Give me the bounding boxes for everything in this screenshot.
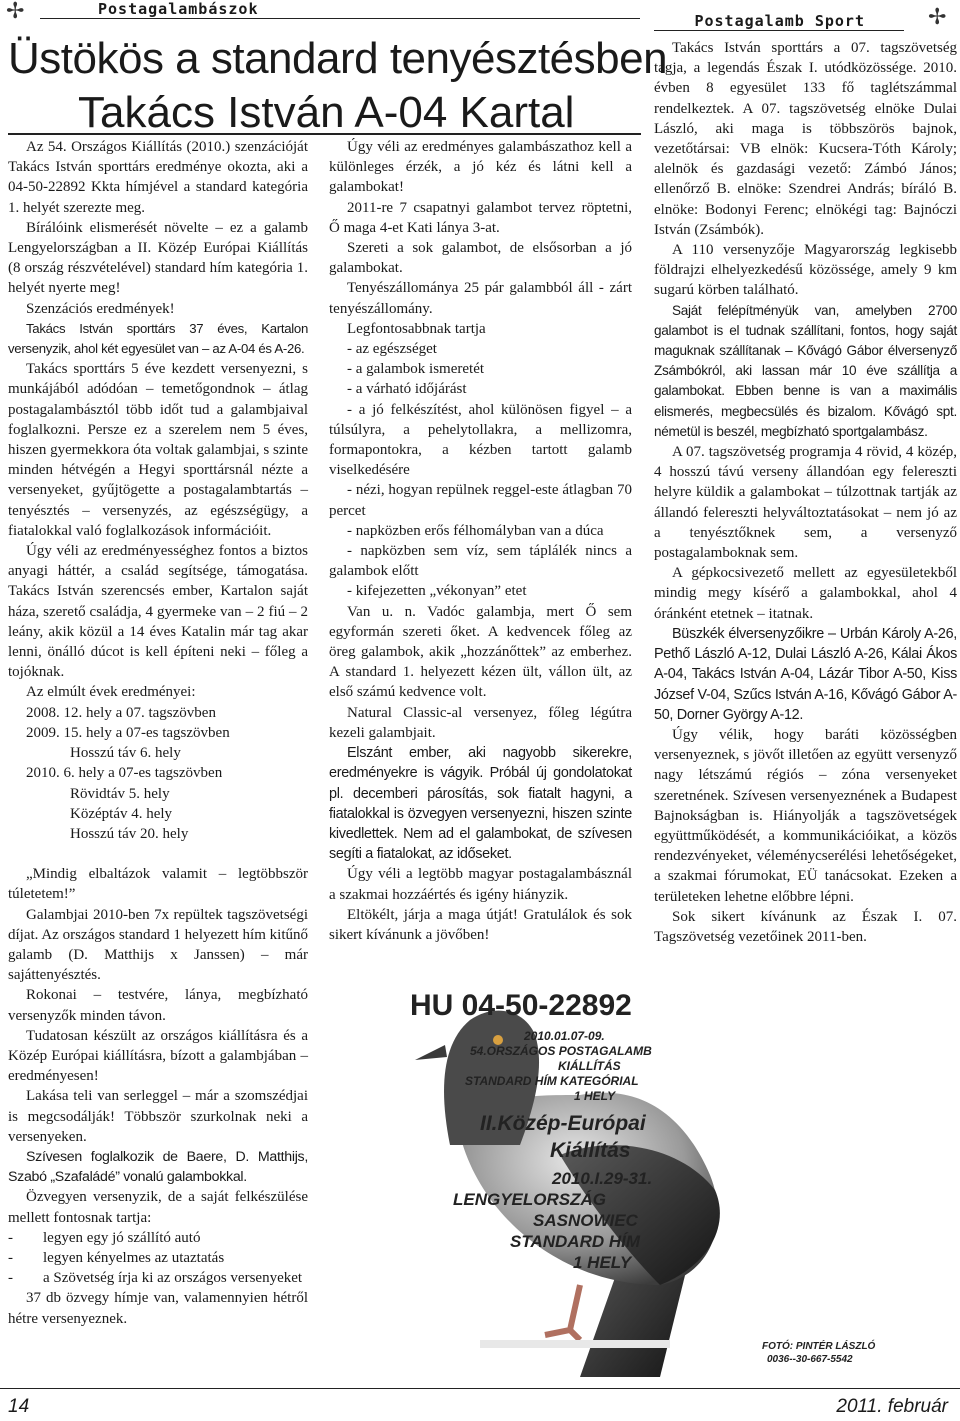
paragraph: A gépkocsivezető mellett az egyesületekből mindig megy kísérő a galambokkal, ahol 4 óránként etetnek – itatnak. (654, 565, 957, 622)
paragraph: Az elmúlt évek eredményei: (26, 684, 196, 701)
result-line: 2010. 6. hely a 07-es tagszövben (26, 765, 223, 782)
paragraph: Büszkék élversenyzőikre – Urbán Károly A-26, Pethő László A-12, Dulai László A-26, Kálai Ákos A-04, Takács István A-04, Lázár Tibor A-50, Kiss József V-04, Szűcs István A-16, Kővágó Gábor A-50, Dorner György A-12. (654, 625, 957, 723)
paragraph: Úgy vélik, hogy baráti közösségben versenyeznek, s jövőt illetően az együtt versenyző nagy létszámú régiós – zóna versenyeket szeretnének. Szívesen versenyeznének a Budapest Bajnokságban is. Hiányolják a tagszövetségek együttműködését, a kommunikációikat, a közös rendezvényeket, véleménycserélési lehetőségeket, a szakmai fórumokat, EÜ tanácsokat. Ezeken a területeken lehetne előbbre lépni. (654, 726, 957, 905)
article-column-1 (8, 137, 308, 1329)
paragraph: 2011-re 7 csapatnyi galambot tervez röptetni, Ő maga 4-et Kati lánya 3-at. (329, 199, 632, 236)
paragraph: Úgy véli az eredményességhez fontos a biztos anyagi háttér, a család segítsége, támogatása. Takács István szerencsés ember, Kartalon saját háza, szerető családja, 4 gyermeke van – 2 fiú – 2 leány, akik közül a 14 éves Katalin már tag akar lenni, önálló dúcot is kell építeni neki – főleg a tojóknak. (8, 543, 308, 681)
article-column-3 (654, 38, 957, 947)
list-item: - nézi, hogyan repülnek reggel-este átlagban 70 percet (329, 482, 632, 519)
dove-logo-icon: ✢ (6, 0, 25, 23)
paragraph: Galambjai 2010-ben 7x repültek tagszövetségi díjat. Az országos standard 1 helyezett hím kitűnő galamb (D. Matthijs x Janssen) – már sajáttenyésztés. (8, 906, 308, 984)
caption-line: STANDARD HÍM (510, 1232, 641, 1251)
paragraph: Lakása teli van serleggel – már a szomszédjai is megcsodálják! Többször szurkolnak neki a versenyeken. (8, 1088, 308, 1145)
paragraph: Natural Classic-al versenyez, főleg légútra kezeli galambjait. (329, 704, 632, 741)
result-line: Hosszú táv 6. hely (70, 745, 181, 762)
paragraph: A 110 versenyzője Magyarország legkisebb földrajzi elhelyezkedésű közössége, amely 9 km sugarú körben található. (654, 242, 957, 299)
caption-line: 1 HELY (574, 1089, 616, 1103)
list-item: - az egészséget (347, 341, 437, 358)
quote: „Mindig elbaltázok valamit – legtöbbször túletetem!” (8, 866, 308, 903)
caption-line: SASNOWIEC (533, 1211, 638, 1230)
footer-rule (0, 1388, 960, 1389)
caption-line: Kiállítás (550, 1139, 631, 1162)
caption-line: II.Közép-Európai (480, 1112, 646, 1135)
paragraph: 37 db özvegy hímje van, valamennyien hétről hétre versenyeznek. (8, 1290, 308, 1327)
caption-line: 2010.I.29-31. (552, 1169, 653, 1188)
list-item: - napközben sem víz, sem táplálék nincs a galambok előtt (329, 543, 632, 580)
paragraph: Eltökélt, járja a maga útját! Gratulálok és sok sikert kívánunk a jövőben! (329, 906, 632, 943)
list-item: - a jó felkészítést, ahol különösen figyel – a túlsúlyra, a pehelytollakra, a mellizomra, formapontokra, a kézben tartott galamb viselkedésére (329, 401, 632, 479)
paragraph: Rokonai – testvére, lánya, megbízható versenyzők minden távon. (8, 987, 308, 1024)
result-line: Rövidtáv 5. hely (70, 785, 170, 802)
paragraph: Úgy véli az eredményes galambászathoz kell a különleges érzék, a jó kéz és látni kell a galambokat! (329, 139, 632, 196)
paragraph: Elszánt ember, aki nagyobb sikerekre, eredményekre is vágyik. Próbál új gondolatokat pl. decemberi párosítás, sok fiatalt hagyni, a fiatalokkal is özvegyen versenyezni, hiszen szinte kivedlettek. Nem ad el galambokat, de szívesen segíti a fiatalokat, az időseket. (329, 745, 632, 863)
photo-credit-phone: 0036--30-667-5542 (767, 1354, 853, 1365)
article-title-line1: Üstökös a standard tenyésztésben (8, 34, 668, 83)
dove-logo-icon: ✢ (928, 4, 947, 29)
header-rule-left (40, 18, 640, 19)
paragraph: Bírálóink elismerését növelte – ez a galamb Lengyelországban a II. Közép Európai Kiállítás (8 ország részvételével) standard hím kategória 1. helyét nyerte meg! (8, 219, 308, 297)
paragraph: Az 54. Országos Kiállítás (2010.) szenzációját Takács István sporttárs eredménye okozta, aki a 04-50-22892 Kkta hímjével a standard kategória 1. helyét szerezte meg. (8, 139, 308, 216)
paragraph: Takács István sporttárs 37 éves, Kartalon versenyzik, ahol két egyesület van – az A-04 és A-26. (8, 320, 308, 357)
paragraph: Szenzációs eredmények! (26, 300, 175, 317)
caption-line: 54.ORSZÁGOS POSTAGALAMB (470, 1044, 652, 1058)
caption-line: 1 HELY (573, 1253, 632, 1272)
paragraph: Úgy véli a legtöbb magyar postagalambásznál a szakmai hozzáértés és igény hiányzik. (329, 866, 632, 903)
list-item: - legyen egy jó szállító autó (8, 1229, 201, 1246)
paragraph: Özvegyen versenyzik, de a saját felkészülése mellett fontosnak tartja: (8, 1189, 308, 1226)
result-line: Középtáv 4. hely (70, 805, 173, 822)
article-title-line2: Takács István A-04 Kartal (78, 88, 575, 137)
pigeon-photo (330, 985, 950, 1377)
list-item: - kifejezetten „vékonyan” etet (347, 583, 527, 600)
paragraph: Van u. n. Vadóc galambja, mert Ő sem egyformán szereti őket. A kedvencek főleg az öreg galambok, akik „hozzánőttek” az emberhez. A standard 1. helyezett kézen ült, vállon ült, az első számú kedvence volt. (329, 603, 632, 701)
issue-date: 2011. február (836, 1396, 948, 1417)
caption-line: KIÁLLÍTÁS (558, 1059, 621, 1073)
result-line: 2009. 15. hely a 07-es tagszövben (26, 724, 230, 741)
result-line: 2008. 12. hely a 07. tagszövben (26, 704, 216, 721)
section-header-left: Postagalambászok (98, 0, 259, 18)
paragraph: Szereti a sok galambot, de elsősorban a jó galambokat. (329, 240, 632, 277)
photo-credit: FOTÓ: PINTÉR LÁSZLÓ (762, 1341, 876, 1352)
caption-line: STANDARD HÍM KATEGÓRIAL (465, 1074, 639, 1088)
paragraph: Legfontosabbnak tartja (347, 320, 486, 337)
list-item: - a várható időjárást (347, 381, 467, 398)
header-rule-right (654, 30, 904, 31)
title-rule (8, 133, 641, 135)
paragraph: Saját felépítményük van, amelyben 2700 galambot is el tudnak szállítani, fontos, hogy saját maguknak szállítanak – Kővágó Gábor élversenyző Zsámbókról, aki lassan már 10 éve szállítja a galambokat. Ebben benne is van a maximális elismerés, megbecsülés és bizalom. Kővágó spt. németül is beszél, megbízható sportgalambász. (654, 302, 957, 439)
paragraph: Tudatosan készült az országos kiállításra és a Közép Európai kiállításra, bízott a galambjában – eredményesen! (8, 1027, 308, 1085)
caption-line: LENGYELORSZÁG (453, 1190, 607, 1209)
list-item: - a galambok ismeretét (347, 361, 485, 378)
list-item: - legyen kényelmes az utaztatás (8, 1249, 225, 1266)
paragraph: Szívesen foglalkozik de Baere, D. Matthijs, Szabó „Szafaládé” vonalú galambokkal. (8, 1148, 308, 1186)
list-item: - napközben erős félhomályban van a dúca (347, 522, 604, 539)
paragraph: Takács sporttárs 5 éve kezdett versenyezni, s munkájából adódóan – temetőgondnok – átlag postagalambásztól több időt tud a galambjaival foglalkozni. Persze ez a szerelem nem 5 éves, hiszen gyermekkora óta voltak galambjai, s szinte minden hétvégén a Hegyi sporttársnál nézte a versenyeket, gyűjtögette a postagalambtartás – tenyésztés – versenyzés, az egészségügy, a fiatalokkal való foglalkozások információit. (8, 361, 308, 539)
paragraph: Takács István sporttárs a 07. tagszövetség tagja, a legendás Észak I. utódközössége. 2010. évben 8 egyesület 133 fő taglétszámmal rendelkeztek. A 07. tagszövetség elnöke Dulai László, aki maga is többszörös bajnok, vezetőtársai: VB elnök: Kucsera-Tóth Károly; alelnök és gazdasági vezető: Zámbó János; ellenőrző B. elnöke: Szendrei András; bíráló B. elnöke: Bodonyi Ferenc; elnökégi tag: Bajnóczi István (Zsámbók). (654, 40, 957, 238)
list-item: - a Szövetség írja ki az országos versenyeket (8, 1270, 303, 1287)
result-line: Hosszú táv 20. hely (70, 825, 189, 842)
page-number: 14 (8, 1396, 30, 1417)
paragraph: Tenyészállománya 25 pár galambból áll - zárt tenyészállomány. (329, 280, 632, 317)
paragraph: A 07. tagszövetség programja 4 rövid, 4 közép, 4 hosszú távú verseny állandóan egy felereszti helyre küldik a galambokat – túlzottnak tartják az állandó felereszti helyváltoztatásokat – nem jó az a tenyésztőknek sem, a versenyző postagalamboknak sem. (654, 444, 957, 562)
section-header-right: Postagalamb Sport (694, 12, 865, 30)
ring-number: HU 04-50-22892 (410, 989, 632, 1022)
caption-line: 2010.01.07-09. (524, 1029, 605, 1043)
article-column-2 (329, 137, 632, 945)
paragraph: Sok sikert kívánunk az Észak I. 07. Tagszövetség vezetőinek 2011-ben. (654, 908, 957, 945)
